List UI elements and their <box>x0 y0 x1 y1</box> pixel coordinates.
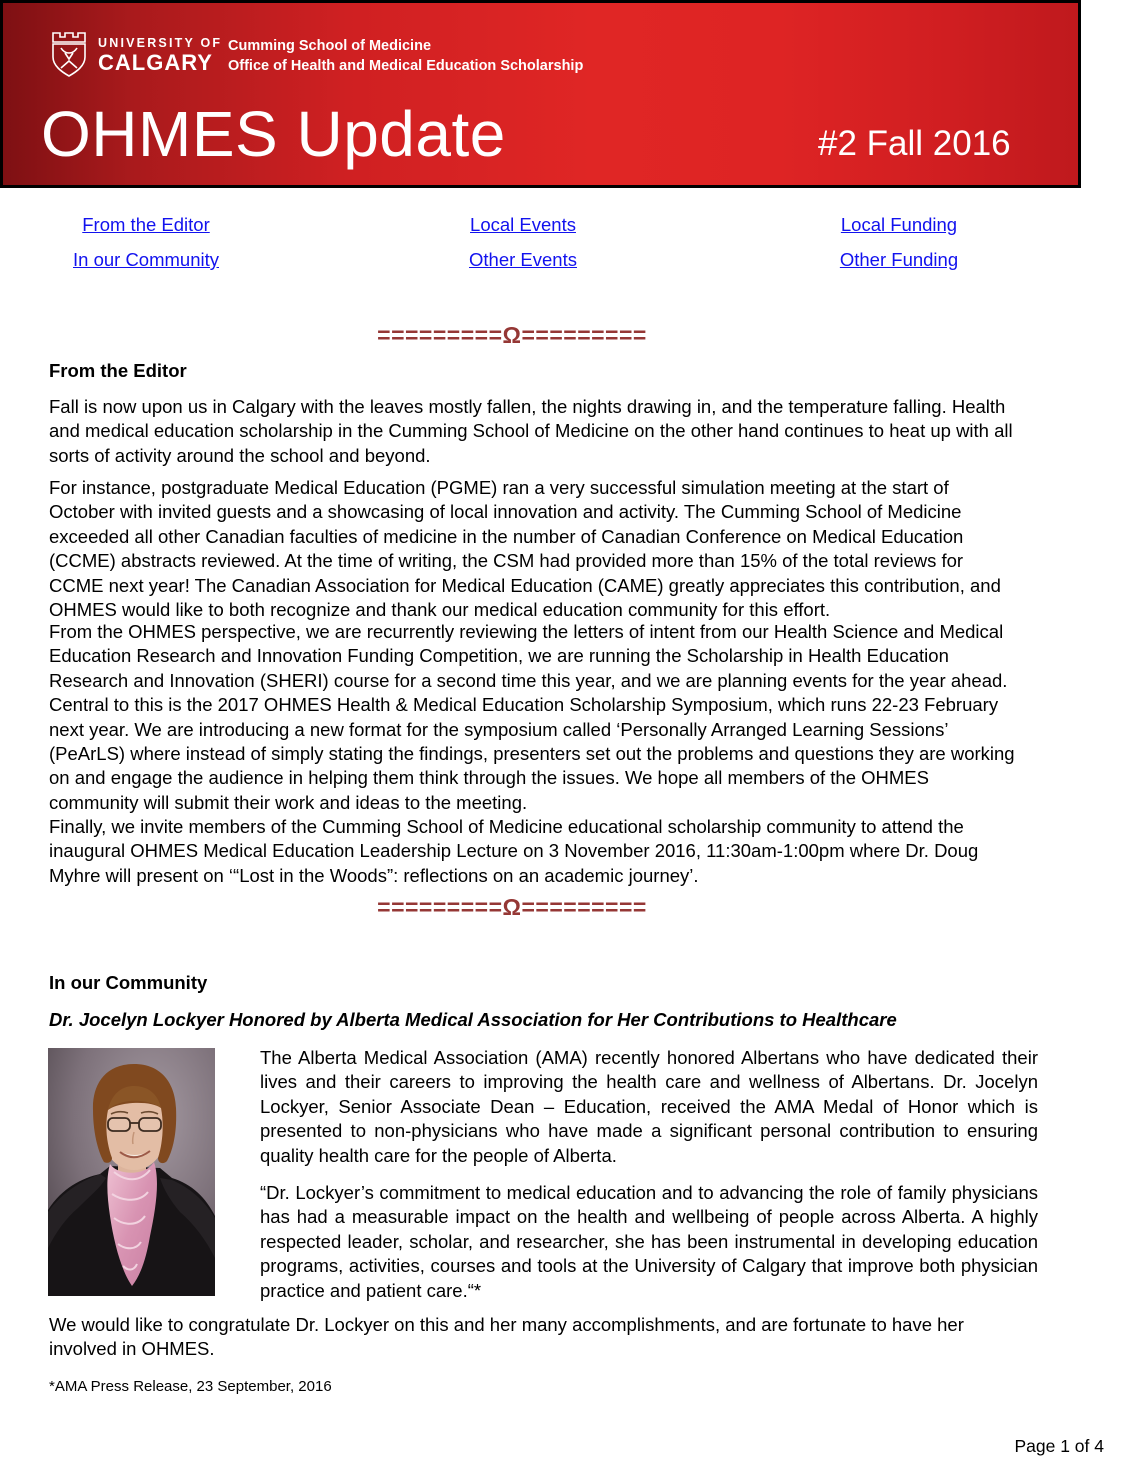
press-release-footnote: *AMA Press Release, 23 September, 2016 <box>49 1378 332 1395</box>
nav-link-other-events[interactable]: Other Events <box>469 249 577 270</box>
university-crest-icon <box>49 31 89 79</box>
community-article-text <box>260 1046 1038 1303</box>
community-article-title: Dr. Jocelyn Lockyer Honored by Alberta Medical Association for Her Contributions to Healthcare <box>49 1009 897 1030</box>
department-names <box>228 36 583 76</box>
university-of-label: UNIVERSITY OF <box>98 35 223 50</box>
community-paragraph-2: “Dr. Lockyer’s commitment to medical education and to advancing the role of family physicians has had a measurable impact on the health and wellbeing of people across Alberta. A highly respected leader, scholar, and researcher, she has been instrumental in developing education programs, activities, courses and tools at the University of Calgary that improve both physician practice and patient care.“* <box>260 1182 1038 1301</box>
office-name: Office of Health and Medical Education Scholarship <box>228 58 584 74</box>
lockyer-portrait-photo <box>48 1048 215 1296</box>
community-closing-paragraph: We would like to congratulate Dr. Lockyer on this and her many accomplishments, and are fortunate to have her involved in OHMES. <box>49 1314 964 1360</box>
editor-paragraph-1: Fall is now upon us in Calgary with the leaves mostly fallen, the nights drawing in, and the temperature falling. Health and medical education scholarship in the Cumming School of Medicine on the other hand continues to heat up with all sorts of activity around the school and beyond. <box>49 396 1013 466</box>
issue-label: #2 Fall 2016 <box>818 124 1011 163</box>
editor-paragraph-2: For instance, postgraduate Medical Education (PGME) ran a very successful simulation meeting at the start of October with invited guests and a showcasing of local innovation and activity. The Cumming School of Medicine exceeded all other Canadian faculties of medicine in the number of Canadian Conference on Medical Education (CCME) abstracts reviewed. At the time of writing, the CSM had provided more than 15% of the total reviews for CCME next year! The Canadian Association for Medical Education (CAME) greatly appreciates this contribution, and OHMES would like to both recognize and thank our medical education community for this effort. <box>49 477 1001 621</box>
nav-link-other-funding[interactable]: Other Funding <box>839 249 959 270</box>
section-divider: =========Ω========= <box>377 322 647 348</box>
page-number: Page 1 of 4 <box>1014 1436 1104 1456</box>
university-logo <box>49 31 222 79</box>
editor-section-heading: From the Editor <box>49 360 187 381</box>
editor-paragraph-4: Finally, we invite members of the Cumming School of Medicine educational scholarship community to attend the inaugural OHMES Medical Education Leadership Lecture on 3 November 2016, 11:30am-1:00pm where Dr. Doug Myhre will present on ‘“Lost in the Woods”: reflections on an academic journey’. <box>49 816 979 886</box>
calgary-label: CALGARY <box>98 49 213 75</box>
section-divider: =========Ω========= <box>377 894 647 920</box>
editor-paragraph-3: From the OHMES perspective, we are recurrently reviewing the letters of intent from our Health Science and Medical Education Research and Innovation Funding Competition, we are running the Scholarship in Health Education Research and Innovation (SHERI) course for a second time this year, and we are planning events for the year ahead. Central to this is the 2017 OHMES Health & Medical Education Scholarship Symposium, which runs 22-23 February next year. We are introducing a new format for the symposium called ‘Personally Arranged Learning Sessions’ (PeArLS) where instead of simply stating the findings, presenters set out the problems and questions they are working on and engage the audience in helping them think through the issues. We hope all members of the OHMES community will submit their work and ideas to the meeting. <box>49 621 1015 813</box>
nav-link-local-funding[interactable]: Local Funding <box>840 214 958 235</box>
community-paragraph-1: The Alberta Medical Association (AMA) recently honored Albertans who have dedicated their lives and their careers to improving the health care and wellness of Albertans. Dr. Jocelyn Lockyer, Senior Associate Dean – Education, received the AMA Medal of Honor which is presented to non-physicians who have made a significant personal contribution to ensuring quality health care for the people of Alberta. <box>260 1047 1038 1166</box>
nav-link-in-our-community[interactable]: In our Community <box>73 249 219 270</box>
newsletter-title: OHMES Update <box>41 98 506 170</box>
header-banner <box>0 0 1081 188</box>
community-section-heading: In our Community <box>49 972 208 993</box>
school-name: Cumming School of Medicine <box>228 38 432 54</box>
university-wordmark <box>98 36 222 75</box>
nav-link-local-events[interactable]: Local Events <box>470 214 576 235</box>
nav-links <box>0 213 1044 271</box>
nav-link-from-the-editor[interactable]: From the Editor <box>82 214 210 235</box>
